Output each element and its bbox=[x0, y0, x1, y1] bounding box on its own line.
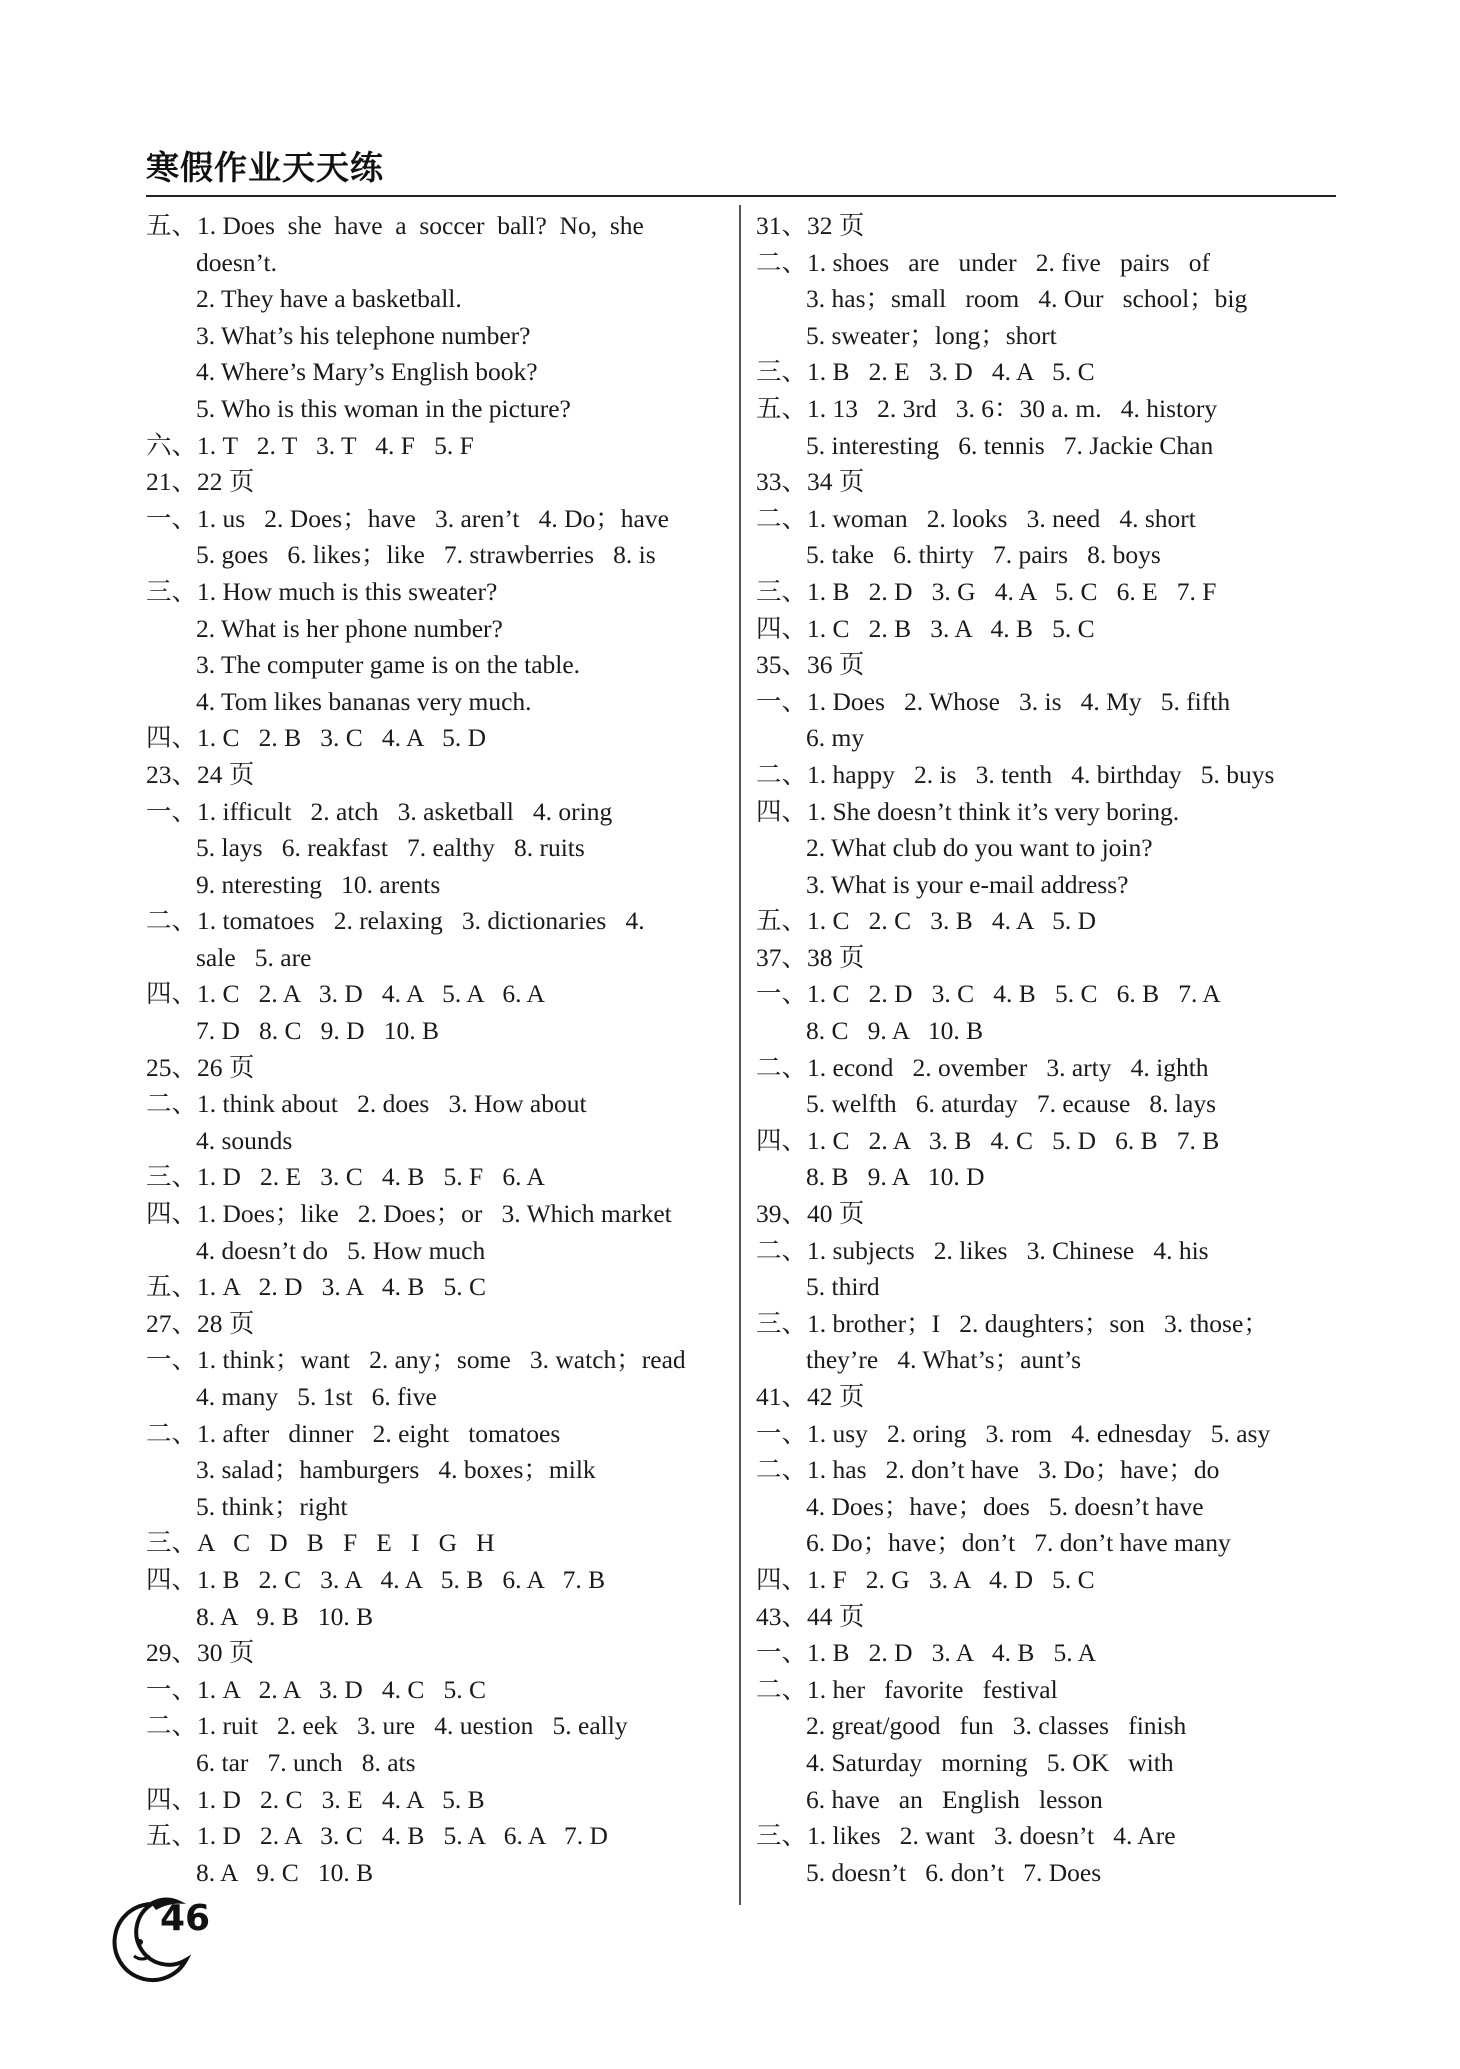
answer-line: 4. many 5. 1st 6. five bbox=[196, 1382, 437, 1411]
answer-line: 三、1. brother；I 2. daughters；son 3. those； bbox=[756, 1308, 1269, 1338]
answer-line: 一、1. think；want 2. any；some 3. watch；read bbox=[146, 1345, 686, 1375]
answer-line: 四、1. D 2. C 3. E 4. A 5. B bbox=[146, 1784, 485, 1814]
answer-line: they’re 4. What’s；aunt’s bbox=[806, 1345, 1082, 1375]
page-header-title: 寒假作业天天练 bbox=[146, 148, 384, 187]
answer-line: 三、A C D B F E I G H bbox=[146, 1528, 495, 1558]
answer-line: 二、1. happy 2. is 3. tenth 4. birthday 5. buys bbox=[756, 759, 1275, 789]
answer-line: 5. interesting 6. tennis 7. Jackie Chan bbox=[806, 430, 1214, 460]
answer-line: 二、1. shoes are under 2. five pairs of bbox=[756, 247, 1210, 277]
header-rule bbox=[146, 195, 1336, 197]
page-number: 46 bbox=[160, 1898, 211, 1939]
answer-line: 8. C 9. A 10. B bbox=[806, 1016, 984, 1046]
answer-line: 四、1. C 2. B 3. A 4. B 5. C bbox=[756, 613, 1095, 643]
answer-line: 四、1. She doesn’t think it’s very boring. bbox=[756, 796, 1180, 826]
answer-line: 四、1. F 2. G 3. A 4. D 5. C bbox=[756, 1564, 1095, 1594]
answer-line: 一、1. B 2. D 3. A 4. B 5. A bbox=[756, 1638, 1097, 1668]
answer-line: 一、1. ifficult 2. atch 3. asketball 4. oring bbox=[146, 796, 613, 826]
answer-line: 二、1. subjects 2. likes 3. Chinese 4. his bbox=[756, 1235, 1209, 1265]
answer-line: 6. Do；have；don’t 7. don’t have many bbox=[806, 1528, 1231, 1558]
answer-line: 5. take 6. thirty 7. pairs 8. boys bbox=[806, 540, 1161, 570]
answer-line: 8. B 9. A 10. D bbox=[806, 1162, 985, 1192]
answer-line: 五、1. D 2. A 3. C 4. B 5. A 6. A 7. D bbox=[146, 1821, 608, 1851]
answer-line: 二、1. ruit 2. eek 3. ure 4. uestion 5. eally bbox=[146, 1711, 628, 1741]
answer-line: 6. my bbox=[806, 723, 865, 753]
answer-line: 2. What club do you want to join? bbox=[806, 833, 1153, 863]
answer-line: 二、1. econd 2. ovember 3. arty 4. ighth bbox=[756, 1052, 1209, 1082]
answer-line: 25、26 页 bbox=[146, 1052, 255, 1082]
answer-line: 五、1. A 2. D 3. A 4. B 5. C bbox=[146, 1272, 487, 1302]
answer-line: 一、1. usy 2. oring 3. rom 4. ednesday 5. asy bbox=[756, 1418, 1271, 1448]
answer-line: 6. have an English lesson bbox=[806, 1784, 1103, 1814]
answer-line: 二、1. her favorite festival bbox=[756, 1674, 1058, 1704]
answer-line: 5. think；right bbox=[196, 1491, 348, 1521]
answer-line: 三、1. B 2. D 3. G 4. A 5. C 6. E 7. F bbox=[756, 576, 1217, 606]
answer-line: 39、40 页 bbox=[756, 1199, 865, 1229]
answer-line: 四、1. Does；like 2. Does；or 3. Which market bbox=[146, 1199, 672, 1229]
answer-line: 3. salad；hamburgers 4. boxes；milk bbox=[196, 1455, 596, 1485]
answer-line: 2. great/good fun 3. classes finish bbox=[806, 1711, 1187, 1741]
answer-line: 5. Who is this woman in the picture? bbox=[196, 393, 571, 423]
answer-line: 二、1. think about 2. does 3. How about bbox=[146, 1089, 587, 1119]
answer-line: 7. D 8. C 9. D 10. B bbox=[196, 1016, 439, 1046]
answer-line: 二、1. has 2. don’t have 3. Do；have；do bbox=[756, 1455, 1220, 1485]
answer-line: 2. What is her phone number? bbox=[196, 613, 503, 643]
answer-line: 5. lays 6. reakfast 7. ealthy 8. ruits bbox=[196, 833, 585, 863]
answer-line: 2. They have a basketball. bbox=[196, 284, 462, 314]
answer-line: 35、36 页 bbox=[756, 650, 865, 680]
answer-line: 三、1. How much is this sweater? bbox=[146, 576, 498, 606]
answer-line: 41、42 页 bbox=[756, 1382, 865, 1411]
left-answer-column bbox=[146, 208, 724, 1891]
answer-line: 6. tar 7. unch 8. ats bbox=[196, 1747, 416, 1777]
answer-line: 3. has；small room 4. Our school；big bbox=[806, 284, 1248, 314]
answer-line: 4. sounds bbox=[196, 1125, 293, 1155]
answer-line: 43、44 页 bbox=[756, 1601, 865, 1631]
answer-line: 三、1. D 2. E 3. C 4. B 5. F 6. A bbox=[146, 1162, 545, 1192]
answer-line: 27、28 页 bbox=[146, 1308, 255, 1338]
answer-line: 3. The computer game is on the table. bbox=[196, 650, 581, 680]
answer-line: 一、1. us 2. Does；have 3. aren’t 4. Do；have bbox=[146, 503, 669, 533]
answer-line: 四、1. C 2. A 3. B 4. C 5. D 6. B 7. B bbox=[756, 1125, 1220, 1155]
answer-line: 4. Saturday morning 5. OK with bbox=[806, 1747, 1174, 1777]
answer-line: 8. A 9. C 10. B bbox=[196, 1857, 374, 1887]
answer-line: 5. sweater；long；short bbox=[806, 320, 1057, 350]
answer-line: 五、1. 13 2. 3rd 3. 6：30 a. m. 4. history bbox=[756, 393, 1218, 423]
answer-line: 21、22 页 bbox=[146, 467, 255, 497]
answer-line: 9. nteresting 10. arents bbox=[196, 869, 441, 899]
answer-line: 五、1. C 2. C 3. B 4. A 5. D bbox=[756, 906, 1097, 936]
answer-line: 五、1. Does she have a soccer ball? No, she bbox=[146, 211, 644, 240]
right-answer-column bbox=[756, 208, 1336, 1891]
answer-line: 一、1. C 2. D 3. C 4. B 5. C 6. B 7. A bbox=[756, 979, 1221, 1009]
answer-line: 三、1. likes 2. want 3. doesn’t 4. Are bbox=[756, 1821, 1176, 1851]
answer-line: 5. welfth 6. aturday 7. ecause 8. lays bbox=[806, 1089, 1217, 1119]
answer-line: 4. Tom likes bananas very much. bbox=[196, 686, 532, 716]
answer-line: 31、32 页 bbox=[756, 211, 865, 240]
answer-line: 二、1. tomatoes 2. relaxing 3. dictionaries 4. bbox=[146, 906, 645, 936]
answer-line: 一、1. Does 2. Whose 3. is 4. My 5. fifth bbox=[756, 686, 1231, 716]
answer-line: 23、24 页 bbox=[146, 759, 255, 789]
answer-line: 3. What is your e-mail address? bbox=[806, 869, 1129, 899]
answer-line: 33、34 页 bbox=[756, 467, 865, 497]
answer-line: 二、1. woman 2. looks 3. need 4. short bbox=[756, 503, 1196, 533]
answer-line: 37、38 页 bbox=[756, 942, 865, 972]
answer-line: 四、1. C 2. B 3. C 4. A 5. D bbox=[146, 723, 487, 753]
column-divider bbox=[739, 205, 741, 1905]
answer-line: 四、1. B 2. C 3. A 4. A 5. B 6. A 7. B bbox=[146, 1564, 606, 1594]
answer-line: 4. doesn’t do 5. How much bbox=[196, 1235, 486, 1265]
answer-line: 二、1. after dinner 2. eight tomatoes bbox=[146, 1418, 561, 1448]
answer-line: 四、1. C 2. A 3. D 4. A 5. A 6. A bbox=[146, 979, 545, 1009]
answer-line: 8. A 9. B 10. B bbox=[196, 1601, 374, 1631]
answer-line: 3. What’s his telephone number? bbox=[196, 320, 531, 350]
answer-line: 5. third bbox=[806, 1272, 880, 1302]
answer-line: 5. doesn’t 6. don’t 7. Does bbox=[806, 1857, 1102, 1887]
answer-line: 29、30 页 bbox=[146, 1638, 255, 1668]
answer-line: 5. goes 6. likes；like 7. strawberries 8. is bbox=[196, 540, 656, 570]
answer-line: sale 5. are bbox=[196, 942, 312, 972]
answer-line: 4. Does；have；does 5. doesn’t have bbox=[806, 1491, 1204, 1521]
answer-line: 六、1. T 2. T 3. T 4. F 5. F bbox=[146, 430, 474, 460]
answer-line: 4. Where’s Mary’s English book? bbox=[196, 357, 538, 387]
answer-line: 一、1. A 2. A 3. D 4. C 5. C bbox=[146, 1674, 487, 1704]
answer-line: 三、1. B 2. E 3. D 4. A 5. C bbox=[756, 357, 1095, 387]
answer-line: doesn’t. bbox=[196, 247, 277, 277]
